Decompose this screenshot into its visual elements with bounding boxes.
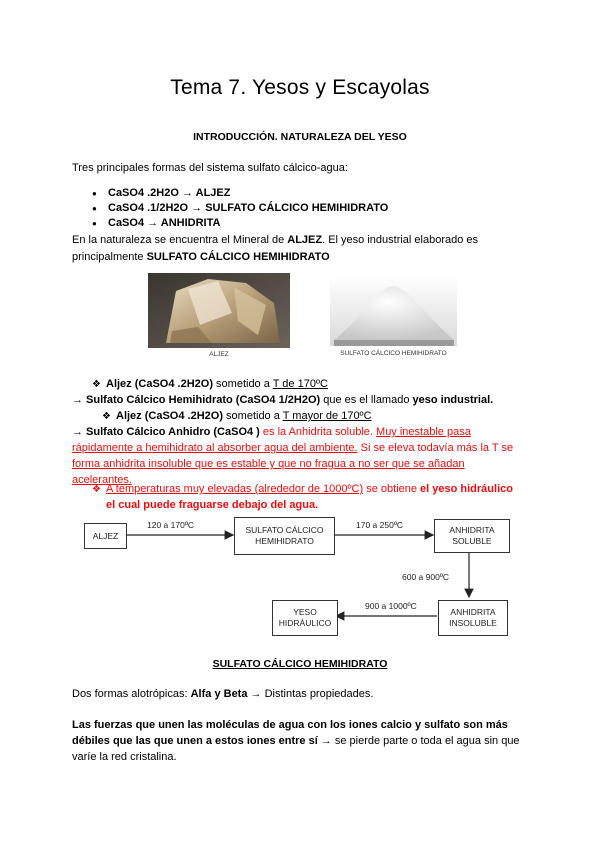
allotropic-text: Dos formas alotrópicas: Alfa y Beta → Distintas propiedades. — [72, 688, 374, 700]
box-anhidrita-insoluble: ANHIDRITA INSOLUBLE — [438, 600, 508, 636]
process-line-1: ❖ Aljez (CaSO4 .2H2O) sometido a T de 170ºC — [92, 376, 328, 393]
box-anhidrita-soluble: ANHIDRITA SOLUBLE — [434, 519, 510, 553]
forces-line-2: débiles que las que unen a estos iones entre sí → se pierde parte o toda el agua sin que — [72, 735, 520, 747]
process-line-5: rápidamente a hemihidrato al absorber agua del ambiente. Si se eleva todavía más la T se — [72, 442, 514, 454]
list-item: ● CaSO4 .1/2H2O → SULFATO CÁLCICO HEMIHIDRATO — [92, 201, 388, 216]
arrow-3-label: 600 a 900ºC — [402, 572, 450, 582]
process-line-2: → Sulfato Cálcico Hemihidrato (CaSO4 1/2H2O) que es el llamado yeso industrial. — [72, 394, 494, 406]
process-line-7: acelerantes. — [72, 474, 132, 486]
arrow-4-label: 900 a 1000ºC — [365, 601, 417, 611]
nature-paragraph: En la naturaleza se encuentra el Mineral de ALJEZ. El yeso industrial elaborado es principalmente SULFATO CÁLCICO HEMIHIDRATO — [72, 234, 479, 263]
arrow-2-label: 170 a 250ºC — [356, 520, 404, 530]
forces-line-3: varíe la red cristalina. — [72, 751, 177, 763]
forces-line-1: Las fuerzas que unen las moléculas de agua con los iones calcio y sulfato son más — [72, 719, 508, 731]
list-item: ● CaSO4 → ANHIDRITA — [92, 216, 388, 231]
page-title: Tema 7. Yesos y Escayolas — [170, 76, 430, 99]
arrow-1-label: 120 a 170ºC — [147, 520, 195, 530]
process-line-3: ❖ Aljez (CaSO4 .2H2O) sometido a T mayor de 170ºC — [102, 408, 372, 425]
hemihidrato-caption: SULFATO CÁLCICO HEMIHIDRATO — [340, 350, 447, 357]
box-hemihidrato: SULFATO CÁLCICO HEMIHIDRATO — [234, 517, 335, 555]
process-line-6: forma anhidrita insoluble que es estable y que no fragua a no ser que se añadan — [72, 458, 465, 470]
list-item: ● CaSO4 .2H2O → ALJEZ — [92, 186, 388, 201]
forms-text: Tres principales formas del sistema sulfato cálcico-agua: — [72, 162, 348, 174]
diamond-bullet-icon: ❖ — [92, 379, 101, 390]
process-line-4: → Sulfato Cálcico Anhidro (CaSO4 ) es la Anhidrita soluble. Muy inestable pasa — [72, 426, 471, 438]
aljez-caption: ALJEZ — [209, 351, 229, 358]
hemi-heading: SULFATO CÁLCICO HEMIHIDRATO — [212, 658, 388, 670]
box-yeso-hidraulico: YESO HIDRÁULICO — [272, 600, 338, 636]
process-line-8: ❖ A temperaturas muy elevadas (alrededor de 1000ºC) se obtiene el yeso hidráulico — [92, 481, 513, 498]
intro-heading: INTRODUCCIÓN. NATURALEZA DEL YESO — [193, 131, 407, 143]
box-aljez: ALJEZ — [84, 523, 127, 549]
diamond-bullet-icon: ❖ — [92, 484, 101, 495]
process-line-9: el cual puede fraguarse debajo del agua. — [106, 499, 319, 511]
diamond-bullet-icon: ❖ — [102, 411, 111, 422]
